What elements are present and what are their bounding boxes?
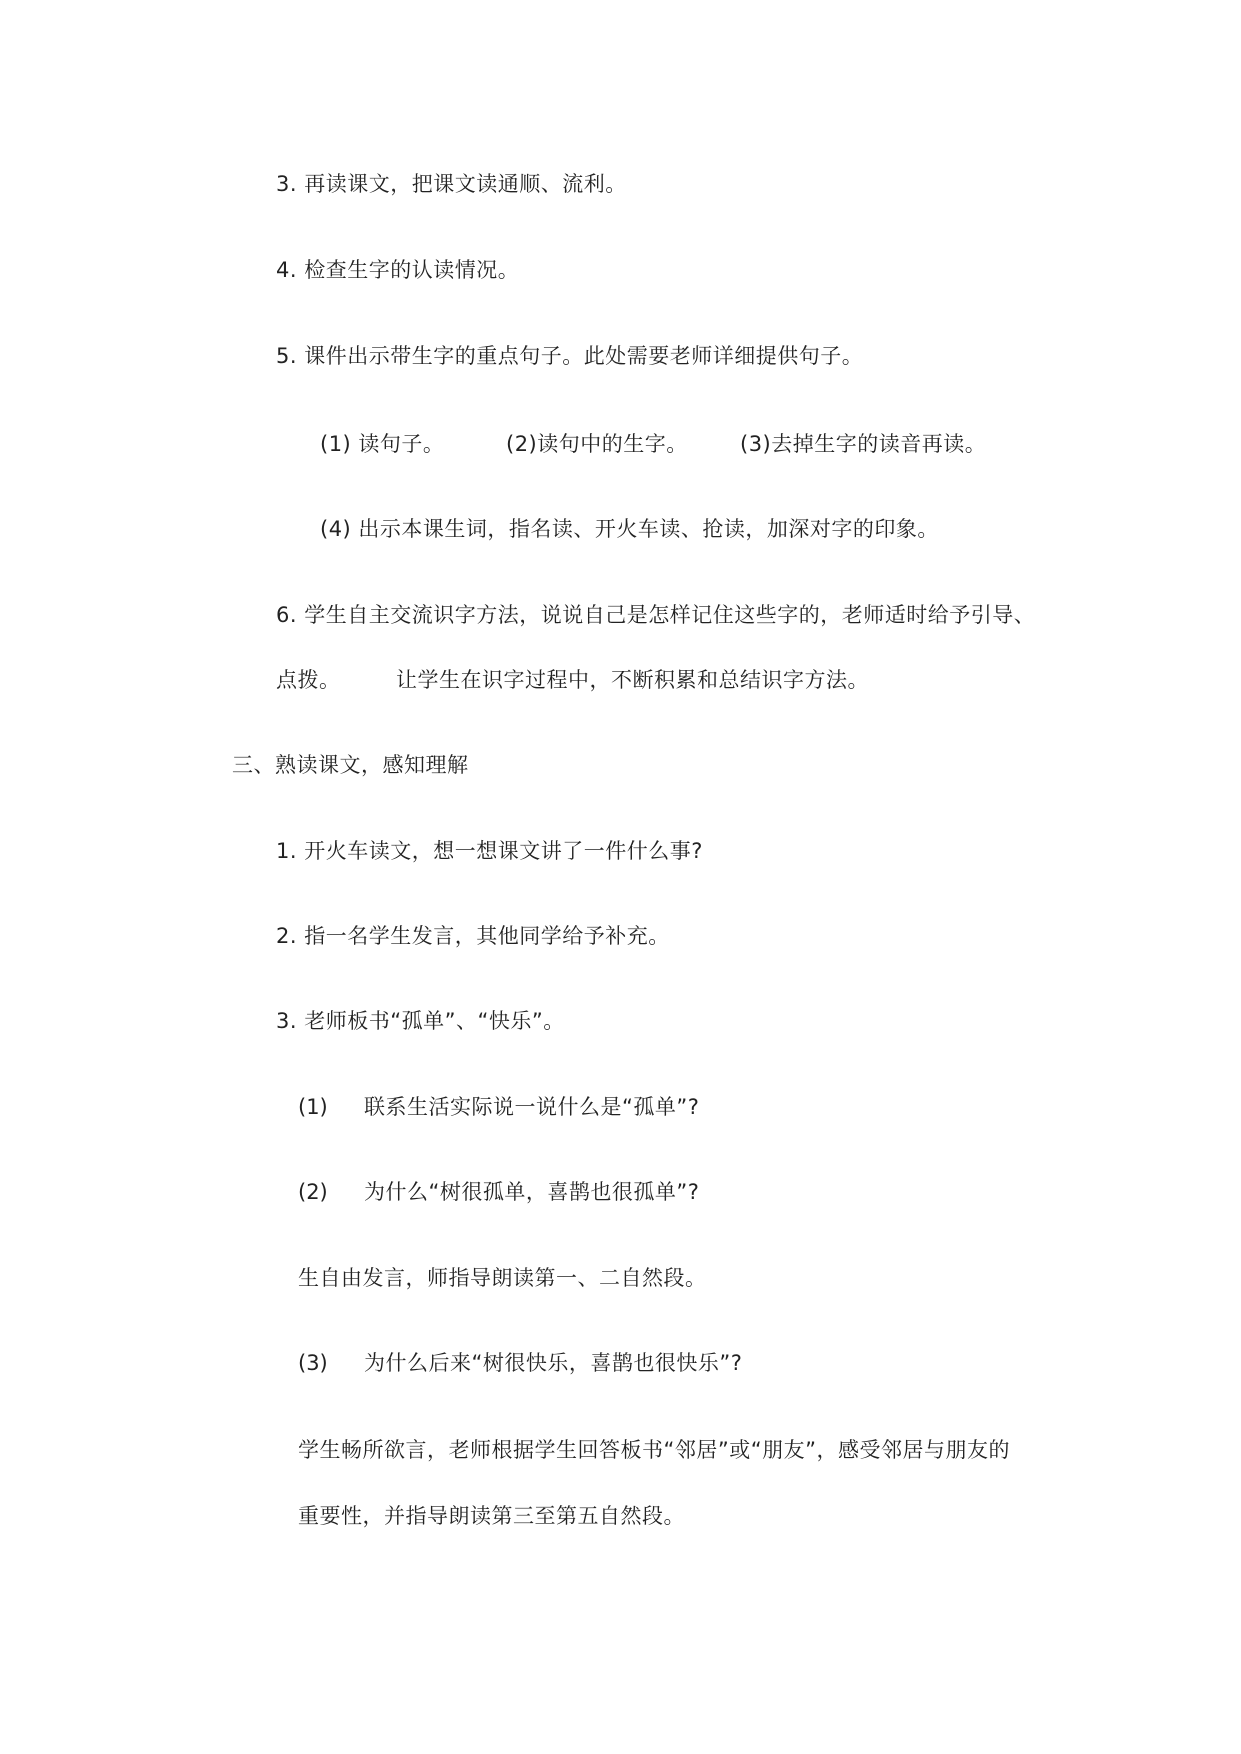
question-2-number: (2) bbox=[298, 1180, 328, 1204]
step-3-reread: 3. 再读课文，把课文读通顺、流利。 bbox=[276, 172, 627, 196]
question-3-activity: 学生畅所欲言，老师根据学生回答板书“邻居”或“朋友”，感受邻居与朋友的 bbox=[298, 1438, 1011, 1462]
substep-2: (2)读句中的生字。 bbox=[506, 432, 688, 456]
question-3-activity-continued: 重要性，并指导朗读第三至第五自然段。 bbox=[298, 1504, 685, 1528]
question-3-number: (3) bbox=[298, 1351, 328, 1375]
section-3-heading: 三、熟读课文，感知理解 bbox=[232, 753, 469, 777]
question-1-text: 联系生活实际说一说什么是“孤单”? bbox=[364, 1095, 700, 1119]
question-1-number: (1) bbox=[298, 1095, 328, 1119]
substep-4: (4) 出示本课生词，指名读、开火车读、抢读，加深对字的印象。 bbox=[320, 517, 939, 541]
question-2-activity: 生自由发言，师指导朗读第一、二自然段。 bbox=[298, 1266, 707, 1290]
step-6-note: 让学生在识字过程中，不断积累和总结识字方法。 bbox=[396, 668, 869, 692]
substep-1: (1) 读句子。 bbox=[320, 432, 445, 456]
section-3-step-2: 2. 指一名学生发言，其他同学给予补充。 bbox=[276, 924, 670, 948]
step-5-key-sentences: 5. 课件出示带生字的重点句子。此处需要老师详细提供句子。 bbox=[276, 344, 864, 368]
step-4-check-characters: 4. 检查生字的认读情况。 bbox=[276, 258, 520, 282]
section-3-step-3: 3. 老师板书“孤单”、“快乐”。 bbox=[276, 1009, 565, 1033]
substep-3: (3)去掉生字的读音再读。 bbox=[740, 432, 987, 456]
step-6-methods: 6. 学生自主交流识字方法，说说自己是怎样记住这些字的，老师适时给予引导、 bbox=[276, 603, 1036, 627]
question-2-text: 为什么“树很孤单，喜鹊也很孤单”? bbox=[364, 1180, 700, 1204]
step-6-continued: 点拨。 bbox=[276, 668, 341, 692]
question-3-text: 为什么后来“树很快乐，喜鹊也很快乐”? bbox=[364, 1351, 743, 1375]
section-3-step-1: 1. 开火车读文，想一想课文讲了一件什么事? bbox=[276, 839, 703, 863]
